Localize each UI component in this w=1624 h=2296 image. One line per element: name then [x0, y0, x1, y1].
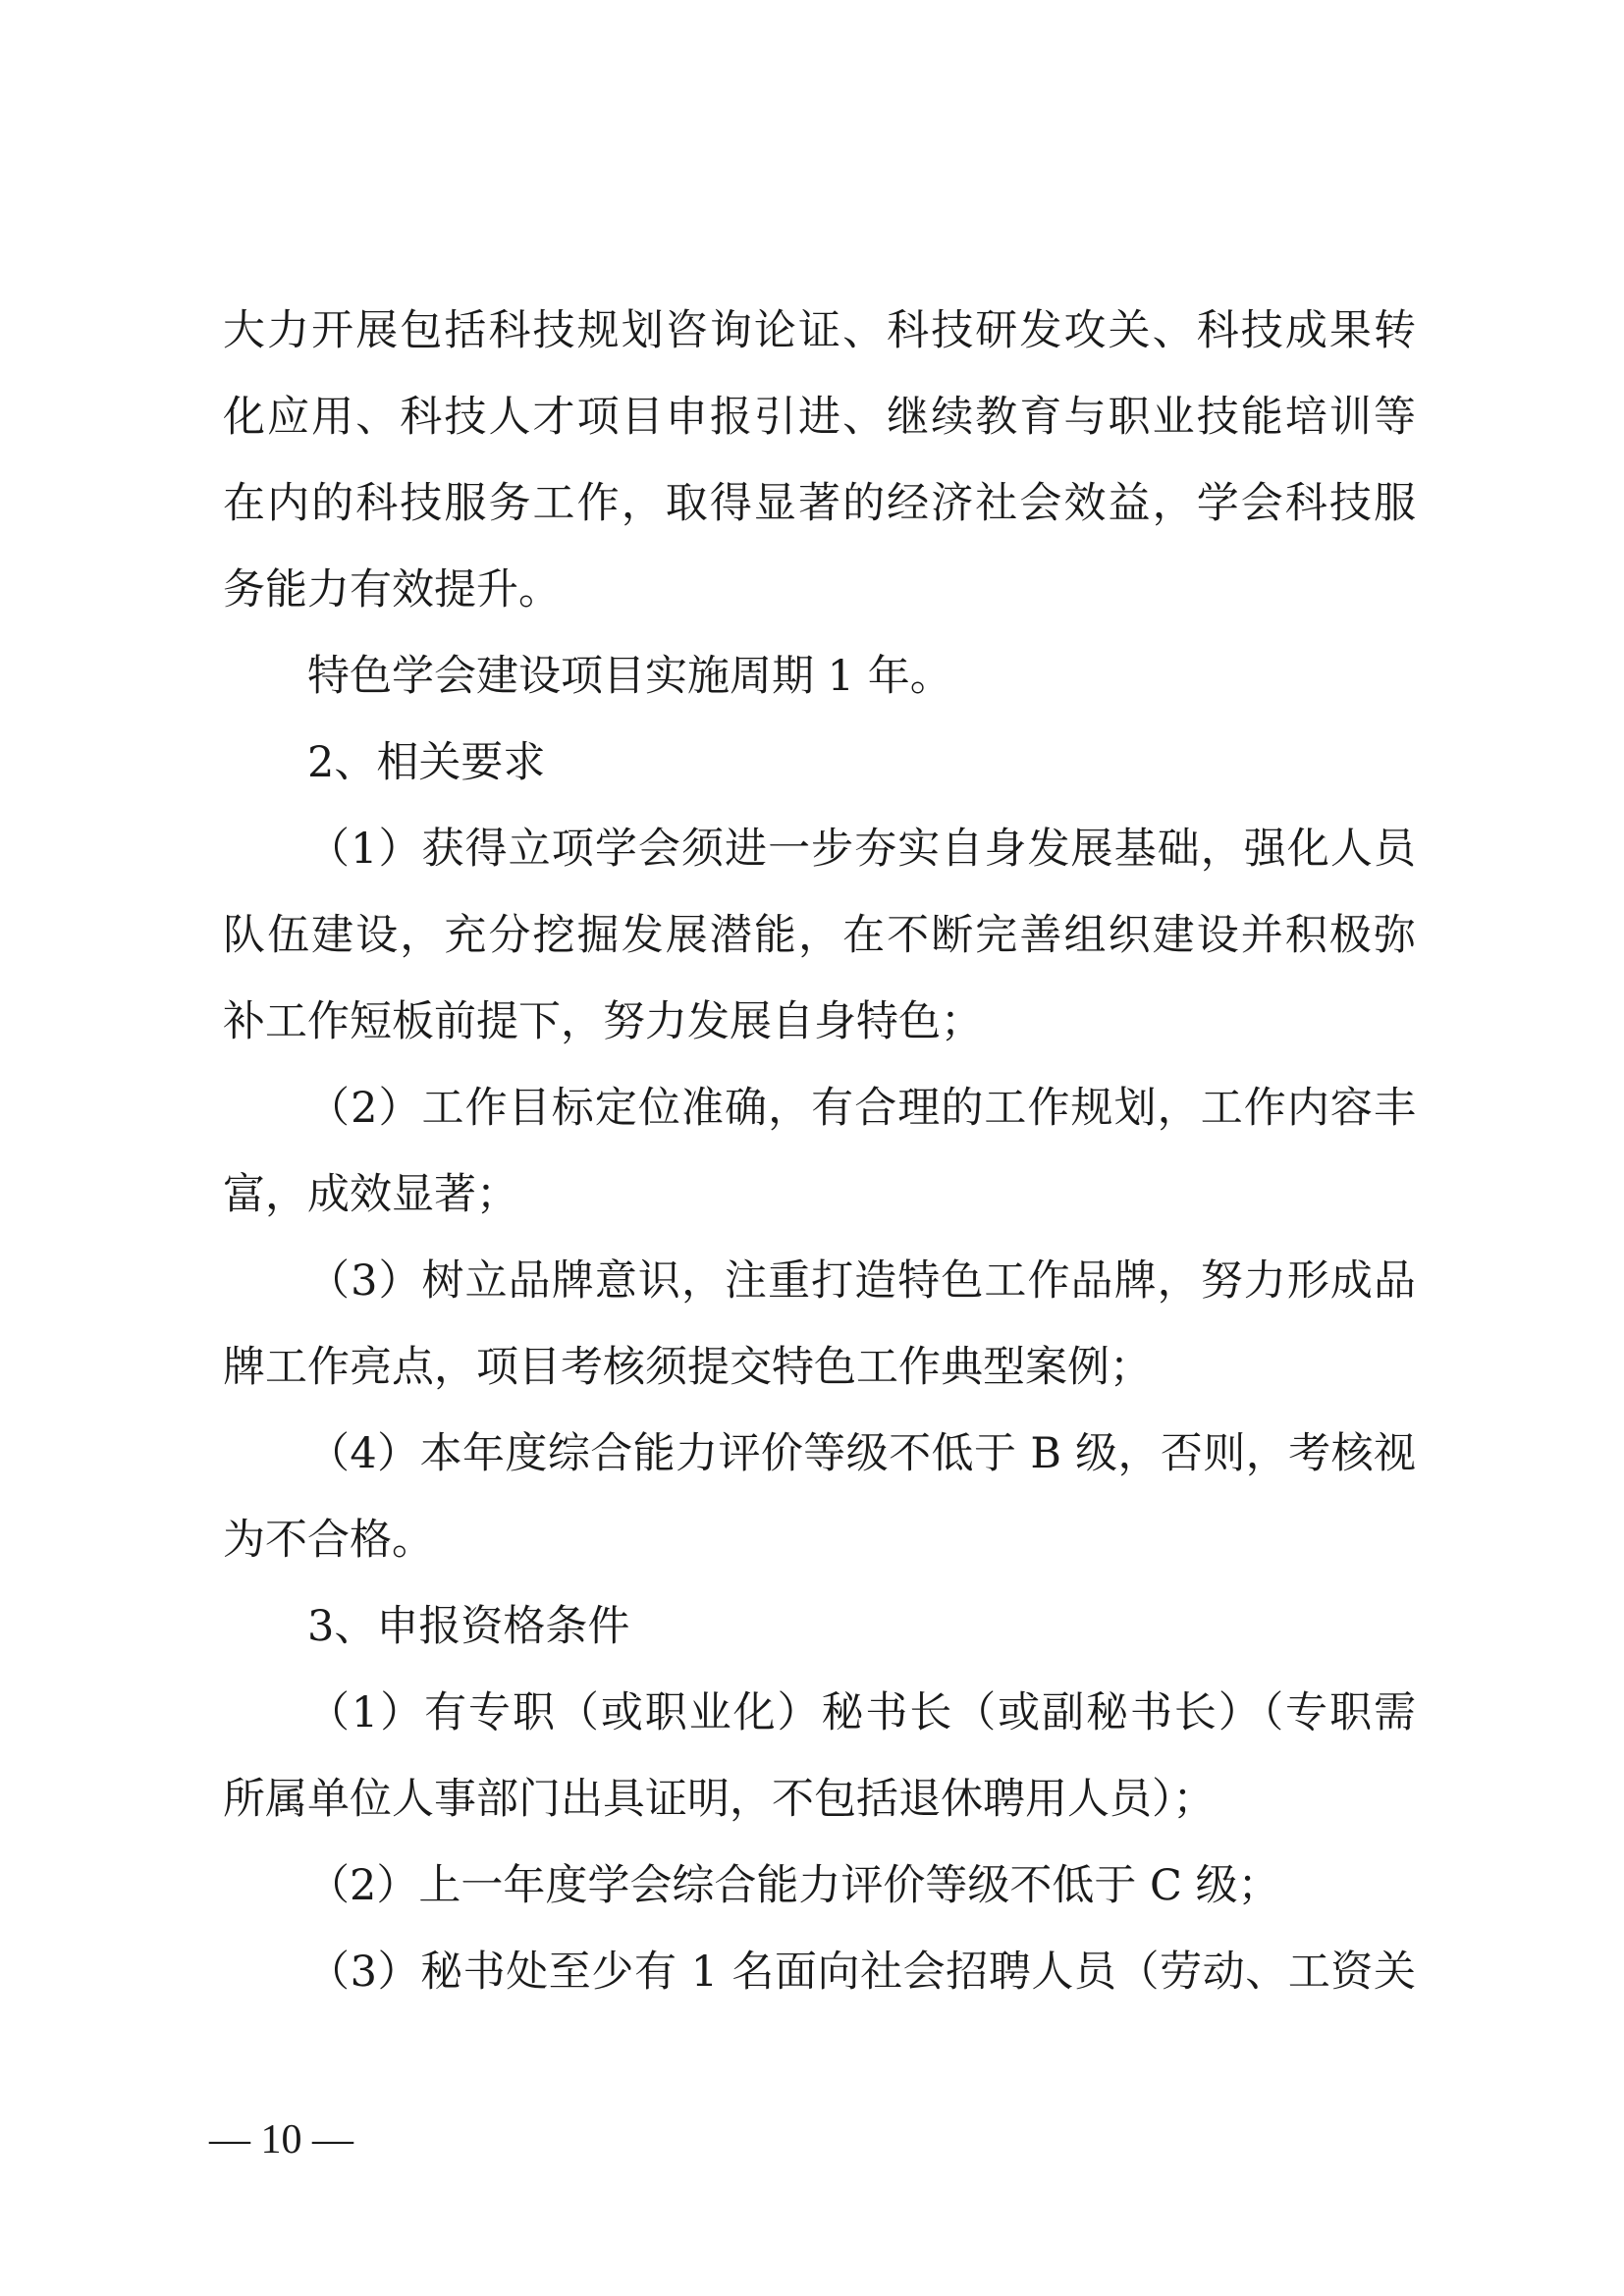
page-number: — 10 —: [209, 2117, 353, 2163]
paragraph-line: 所属单位人事部门出具证明，不包括退休聘用人员）；: [223, 1775, 1216, 1824]
paragraph-line: 为不合格。: [223, 1516, 434, 1565]
paragraph-line: 特色学会建设项目实施周期 1 年。: [307, 652, 952, 701]
paragraph-line: 富，成效显著；: [223, 1170, 518, 1219]
paragraph-line: （1）获得立项学会须进一步夯实自身发展基础，强化人员: [307, 825, 1416, 874]
paragraph-line: 务能力有效提升。: [223, 565, 561, 614]
paragraph-line: （1）有专职（或职业化）秘书长（或副秘书长）（专职需: [307, 1688, 1416, 1737]
paragraph-line: （3）树立品牌意识，注重打造特色工作品牌，努力形成品: [307, 1256, 1416, 1306]
paragraph-line: （2）工作目标定位准确，有合理的工作规划，工作内容丰: [307, 1084, 1416, 1133]
paragraph-line: （2）上一年度学会综合能力评价等级不低于 C 级；: [307, 1861, 1280, 1910]
section-heading: 2、相关要求: [307, 738, 546, 787]
section-heading: 3、申报资格条件: [307, 1602, 630, 1651]
paragraph-line: 补工作短板前提下，努力发展自身特色；: [223, 997, 983, 1046]
paragraph-line: 在内的科技服务工作，取得显著的经济社会效益，学会科技服: [223, 479, 1416, 528]
paragraph-line: 化应用、科技人才项目申报引进、继续教育与职业技能培训等: [223, 393, 1416, 442]
paragraph-line: （3）秘书处至少有 1 名面向社会招聘人员（劳动、工资关: [307, 1948, 1416, 1997]
paragraph-line: 牌工作亮点，项目考核须提交特色工作典型案例；: [223, 1343, 1152, 1392]
paragraph-line: （4）本年度综合能力评价等级不低于 B 级，否则，考核视: [307, 1429, 1416, 1478]
paragraph-line: 队伍建设，充分挖掘发展潜能，在不断完善组织建设并积极弥: [223, 911, 1416, 960]
paragraph-line: 大力开展包括科技规划咨询论证、科技研发攻关、科技成果转: [223, 306, 1416, 355]
